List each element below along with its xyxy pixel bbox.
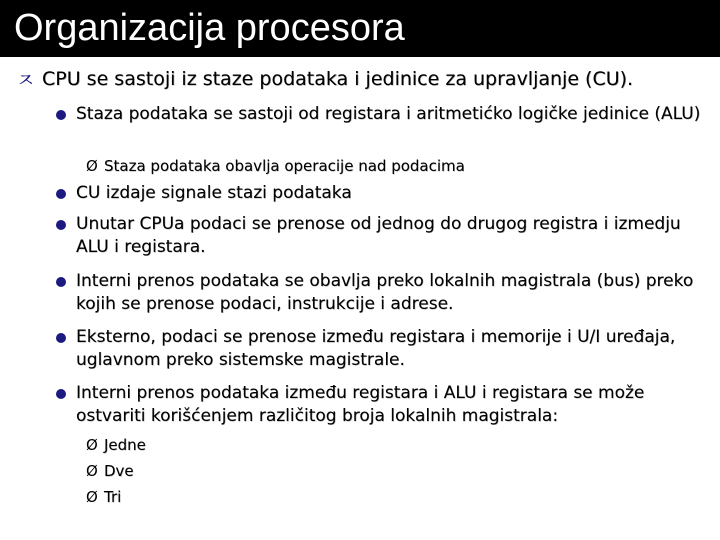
bullet-text: Interni prenos podataka se obavlja preko lokalnih magistrala (bus) preko kojih se prenose podaci, instrukcije i adrese. — [76, 271, 694, 314]
bullet-dot-icon — [56, 110, 66, 120]
sub-bullet-text: Dve — [104, 462, 134, 480]
arrow-bullet-icon: Ø — [86, 462, 98, 480]
arrow-bullet-icon: Ø — [86, 436, 98, 454]
slide-title: Organizacija procesora — [14, 7, 405, 49]
bullet-text: Interni prenos podataka između registara i ALU i registara se može ostvariti korišćenjem različitog broja lokalnih magistrala: — [76, 383, 645, 426]
main-bullet-icon: ㅈ — [16, 68, 36, 92]
bullet-dot-icon — [56, 389, 66, 399]
sub-bullet-text: Jedne — [104, 436, 146, 454]
bullet-dot-icon — [56, 220, 66, 230]
main-bullet-text: CPU se sastoji iz staze podataka i jedinice za upravljanje (CU). — [42, 68, 634, 90]
bullet-dot-icon — [56, 333, 66, 343]
bullet-text: Unutar CPUa podaci se prenose od jednog do drugog registra i izmedju ALU i registara. — [76, 214, 681, 257]
bullet-dot-icon — [56, 277, 66, 287]
bullet-text: Eksterno, podaci se prenose između registara i memorije i U/I uređaja, uglavnom preko sistemske magistrale. — [76, 327, 676, 370]
sub-bullet-text: Tri — [104, 488, 122, 506]
bullet-text: Staza podataka se sastoji od registara i aritmetićko logičke jedinice (ALU) — [76, 104, 701, 124]
bullet-dot-icon — [56, 189, 66, 199]
arrow-bullet-icon: Ø — [86, 488, 98, 506]
bullet-text: CU izdaje signale stazi podataka — [76, 183, 352, 203]
arrow-bullet-icon: Ø — [86, 157, 98, 175]
sub-bullet-text: Staza podataka obavlja operacije nad podacima — [104, 157, 465, 175]
title-bar — [0, 0, 720, 57]
